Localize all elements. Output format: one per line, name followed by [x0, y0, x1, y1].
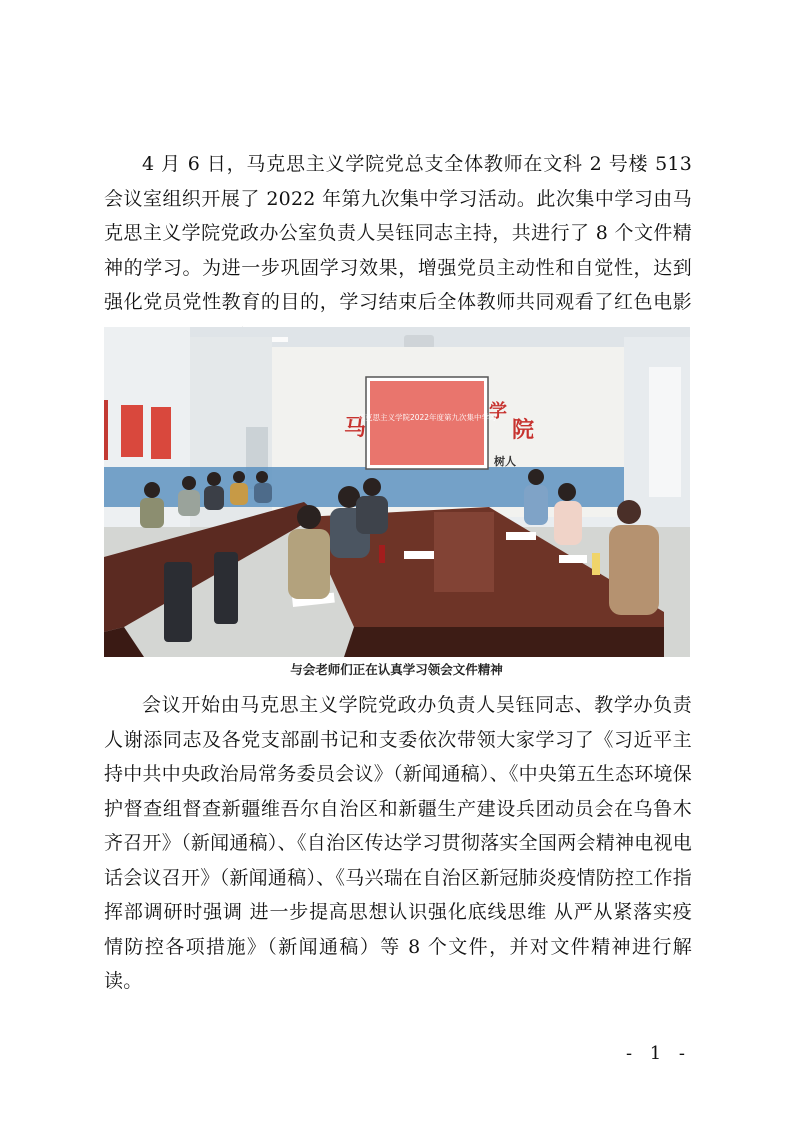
wall-char-left: 马 — [344, 416, 367, 441]
wall-char-small: 学 — [489, 401, 507, 422]
paragraph-meeting: 会议开始由马克思主义学院党政办负责人吴钰同志、教学办负责人谢添同志及各党支部副书记和支委依次带领大家学习了《习近平主持中共中央政治局常务委员会议》（新闻通稿）、《中央第五生态环境保护督查组督查新疆维吾尔自治区和新疆生产建设兵团动员会在乌鲁木齐召开》（新闻通稿）、《自治区传达学习贯彻落实全国两会精神电视电话会议召开》（新闻通稿）、《马兴瑞在自治区新冠肺炎疫情防控工作指挥部调研时强调 进一步提高思想认识强化底线思维 从严从紧落实疫情防控各项措施》（新闻通稿）等 8 个文件，并对文件精神进行解读。 — [104, 694, 692, 992]
photo-caption: 与会老师们正在认真学习领会文件精神 — [290, 662, 503, 677]
page-number: - 1 - — [625, 1043, 691, 1064]
projector-screen-title: 马克思主义学院2022年度第九次集中学习 — [357, 413, 497, 422]
wall-char-right: 院 — [512, 418, 535, 443]
paragraph-intro: 4 月 6 日，马克思主义学院党总支全体教师在文科 2 号楼 513 会议室组织开展了 2022 年第九次集中学习活动。此次集中学习由马克思主义学院党政办公室负责人吴钰同志主持，共进行了 8 个文件精神的学习。为进一步巩固学习效果，增强党员主动性和自觉性，达到强化党员党性教育的目的，学习结束后全体教师共同观看了红色电影 — [104, 153, 692, 313]
meeting-photo — [104, 327, 690, 657]
wall-motto: 树人 — [494, 455, 516, 468]
